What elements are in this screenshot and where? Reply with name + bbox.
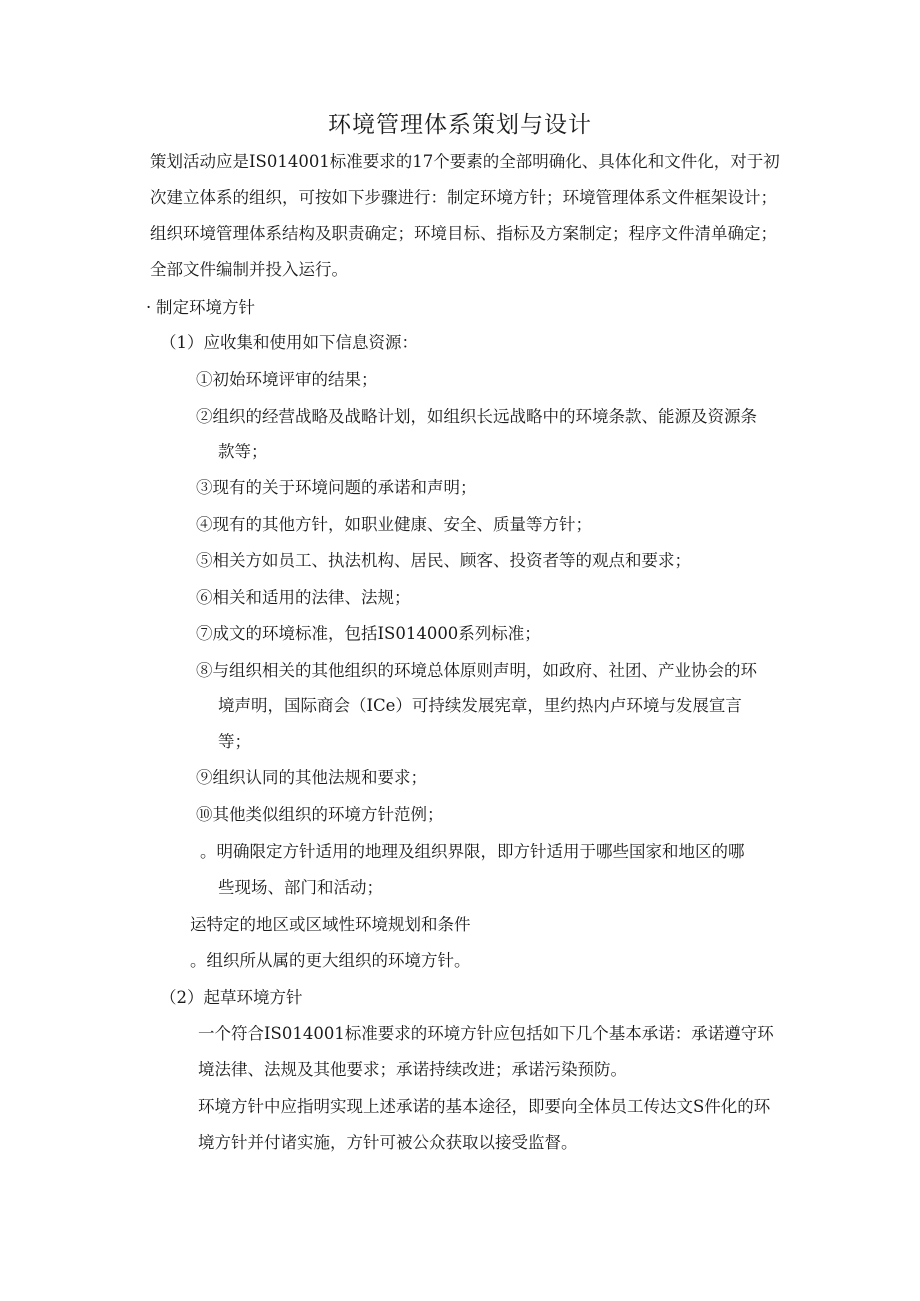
list-item: ⑨组织认同的其他法规和要求； [196,768,427,787]
subsection-1-heading: （1）应收集和使用如下信息资源： [160,333,418,352]
subsection-2-heading: （2）起草环境方针 [160,988,303,1007]
list-item: ⑤相关方如员工、执法机构、居民、顾客、投资者等的观点和要求； [196,551,691,570]
list-item: ③现有的关于环境问题的承诺和声明； [196,478,477,497]
list-item: ④现有的其他方针，如职业健康、安全、质量等方针； [196,515,592,534]
list-item: ⑩其他类似组织的环境方针范例； [196,805,444,824]
intro-paragraph: 策划活动应是IS014001标准要求的17个要素的全部明确化、具体化和文件化，对于初次建立体系的组织，可按如下步骤进行：制定环境方针；环境管理体系文件框架设计；组织环境管理体系结构及职责确定；环境目标、指标及方案制定；程序文件清单确定；全部文件编制并投入运行。 [150,152,780,279]
document-title: 环境管理体系策划与设计 [328,112,592,138]
list-item-continuation: 些现场、部门和活动； [218,878,383,897]
list-item: ⑦成文的环境标准，包括IS014000系列标准； [196,624,541,643]
list-item-continuation: 款等； [218,442,268,461]
list-item: ⑥相关和适用的法律、法规； [196,588,411,607]
list-item: 。明确限定方针适用的地理及组织界限，即方针适用于哪些国家和地区的哪 [200,842,745,861]
list-item: 。组织所从属的更大组织的环境方针。 [190,951,471,970]
policy-paragraph-2: 环境方针中应指明实现上述承诺的基本途径，即要向全体员工传达文S件化的环境方针并付诸实施，方针可被公众获取以接受监督。 [198,1097,771,1152]
list-item-continuation: 等； [218,732,251,751]
list-item: ⑧与组织相关的其他组织的环境总体原则声明，如政府、社团、产业协会的环 [196,661,757,680]
policy-paragraph-1: 一个符合IS014001标准要求的环境方针应包括如下几个基本承诺：承诺遵守环境法律、法规及其他要求；承诺持续改进；承诺污染预防。 [198,1024,774,1079]
section-heading [146,290,255,326]
list-item: 运特定的地区或区域性环境规划和条件 [190,915,471,934]
section-heading-text: 制定环境方针 [156,298,255,317]
list-item: ①初始环境评审的结果； [196,370,378,389]
list-item-continuation: 境声明，国际商会（ICe）可持续发展宪章，里约热内卢环境与发展宣言 [218,696,742,715]
bullet-dot: · [146,298,152,317]
list-item: ②组织的经营战略及战略计划，如组织长远战略中的环境条款、能源及资源条 [196,407,757,426]
